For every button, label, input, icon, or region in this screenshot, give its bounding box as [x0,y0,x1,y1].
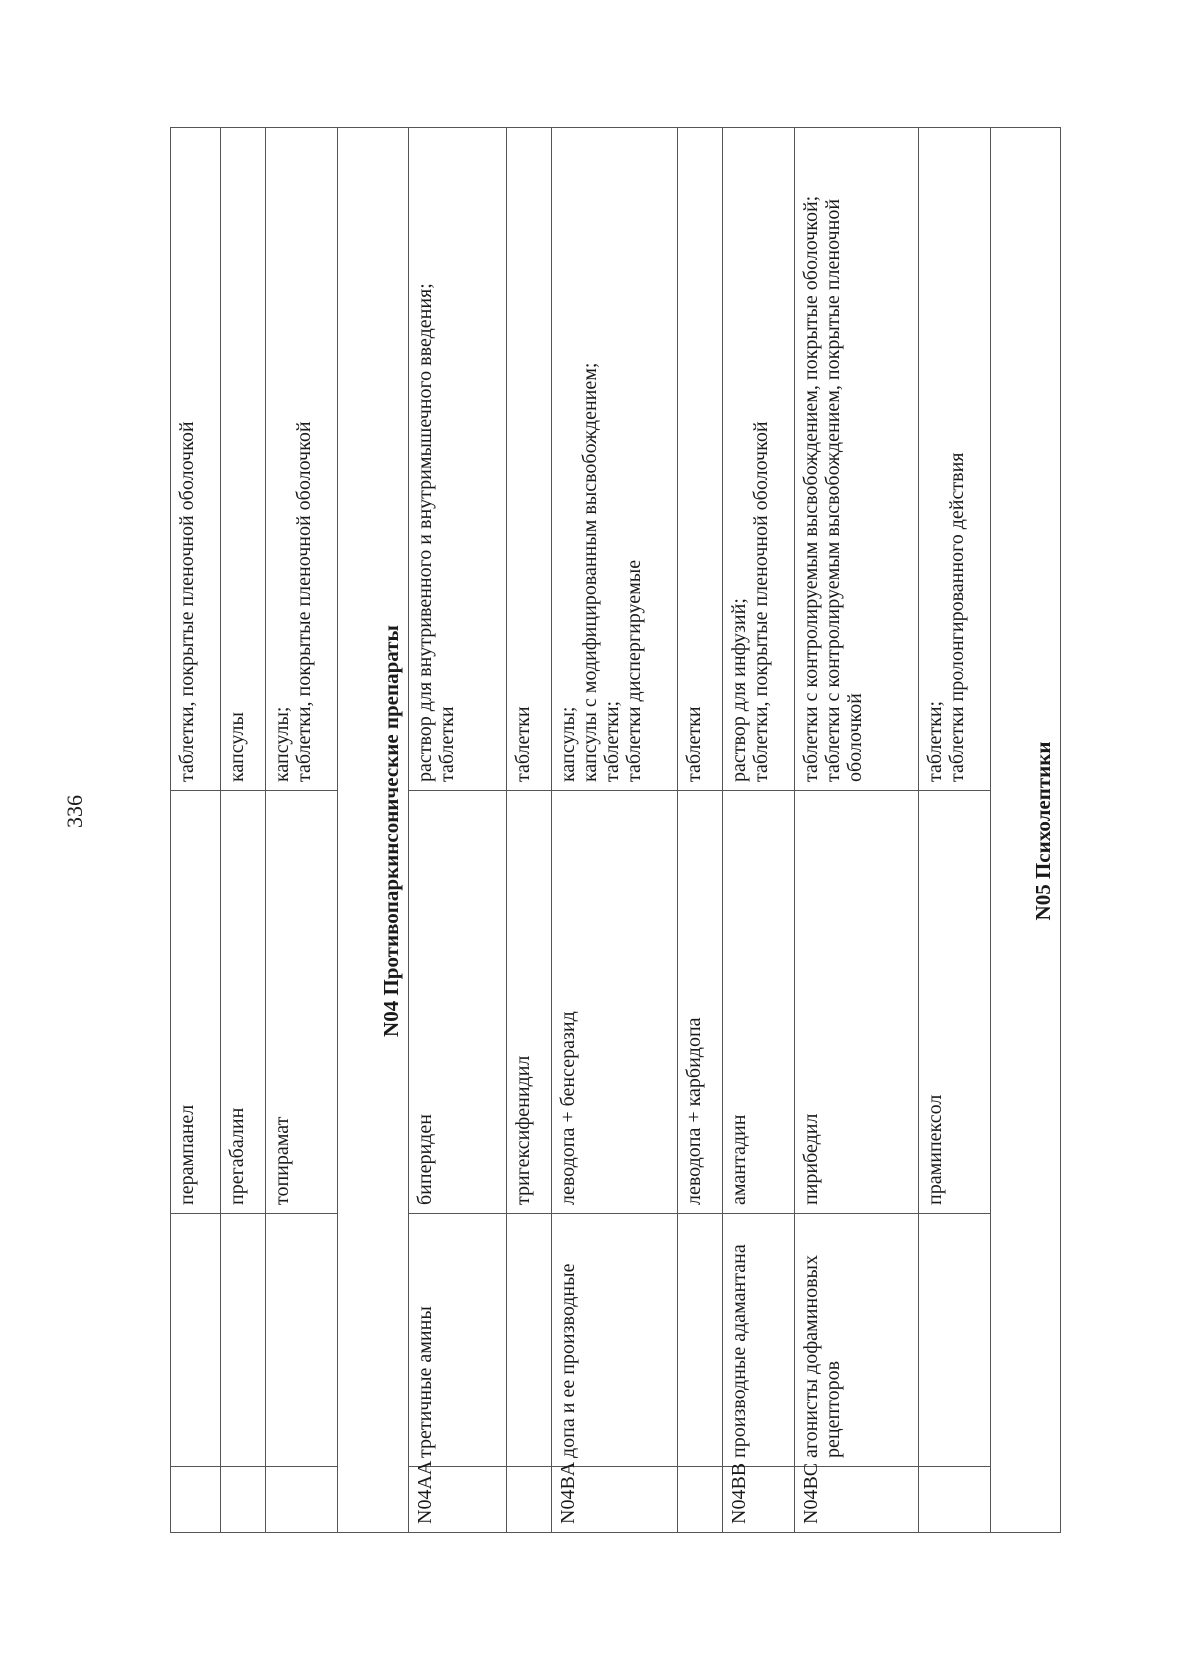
table-row [409,128,507,1533]
pharm-group: допа и ее производные [552,1214,678,1467]
rotated-table-wrapper [170,128,1060,1533]
table-row [266,128,338,1533]
drug-name: перампанел [171,791,221,1214]
atc-code [171,1467,221,1533]
dosage-form-line: капсулы с модифицированным высвобождением; [579,362,601,782]
dosage-forms [723,128,795,791]
dosage-form-line: таблетки [512,706,534,782]
drug-name: топирамат [266,791,338,1214]
drug-name: тригексифенидил [507,791,552,1214]
dosage-forms [266,128,338,791]
drug-name: леводопа + бенсеразид [552,791,678,1214]
pharm-group: производные адамантана [723,1214,795,1467]
atc-code [678,1467,723,1533]
dosage-form-line: раствор для инфузий; [728,598,750,782]
table-row [507,128,552,1533]
dosage-form-line: таблетки; [924,700,946,782]
dosage-forms [409,128,507,791]
section-heading: N04 Противопаркинсонические препараты [338,128,409,1533]
dosage-form-line: таблетки [436,706,458,782]
dosage-form-line: таблетки [683,706,705,782]
pharm-group: агонисты дофаминовых рецепторов [795,1214,919,1467]
pharm-group [171,1214,221,1467]
pharm-group [266,1214,338,1467]
dosage-form-line: капсулы; [271,706,293,782]
dosage-forms [221,128,266,791]
pharm-group [221,1214,266,1467]
table-row [221,128,266,1533]
table-row [795,128,919,1533]
pharm-group [919,1214,991,1467]
dosage-forms [507,128,552,791]
drug-table [170,127,1061,1533]
dosage-form-line: таблетки; [601,700,623,782]
atc-code [221,1467,266,1533]
atc-code [507,1467,552,1533]
dosage-form-line: таблетки диспергируемые [623,559,645,782]
atc-code: N04BA [552,1467,678,1533]
table-row [723,128,795,1533]
pharm-group [507,1214,552,1467]
dosage-forms [919,128,991,791]
section-heading: N05 Психолептики [991,128,1061,1533]
atc-code [266,1467,338,1533]
dosage-form-line: таблетки с контролируемым высвобождением, покрытые оболочкой; [800,195,822,782]
dosage-form-line: капсулы; [557,706,579,782]
table-row [919,128,991,1533]
table-row [678,128,723,1533]
pharm-group: третичные амины [409,1214,507,1467]
dosage-forms [678,128,723,791]
atc-code: N04BC [795,1467,919,1533]
page-number: 336 [62,795,87,828]
dosage-form-line: таблетки, покрытые пленочной оболочкой [750,421,772,782]
atc-code [919,1467,991,1533]
dosage-form-line: капсулы [226,712,248,782]
drug-name: бипериден [409,791,507,1214]
table-row [552,128,678,1533]
drug-name: прегабалин [221,791,266,1214]
dosage-form-line: таблетки пролонгированного действия [946,452,968,782]
atc-code: N04AA [409,1467,507,1533]
dosage-form-line: раствор для внутривенного и внутримышечного введения; [414,283,436,782]
pharm-group [678,1214,723,1467]
table-row [171,128,221,1533]
dosage-forms [171,128,221,791]
section-row [338,128,409,1533]
dosage-forms [795,128,919,791]
drug-table-body [171,128,1061,1533]
drug-name: амантадин [723,791,795,1214]
dosage-form-line: таблетки с контролируемым высвобождением, покрытые пленочной оболочкой [822,198,866,782]
atc-code: N04BB [723,1467,795,1533]
drug-name: прамипексол [919,791,991,1214]
dosage-form-line: таблетки, покрытые пленочной оболочкой [293,421,315,782]
drug-name: леводопа + карбидопа [678,791,723,1214]
section-row [991,128,1061,1533]
dosage-form-line: таблетки, покрытые пленочной оболочкой [176,421,198,782]
drug-name: пирибедил [795,791,919,1214]
dosage-forms [552,128,678,791]
